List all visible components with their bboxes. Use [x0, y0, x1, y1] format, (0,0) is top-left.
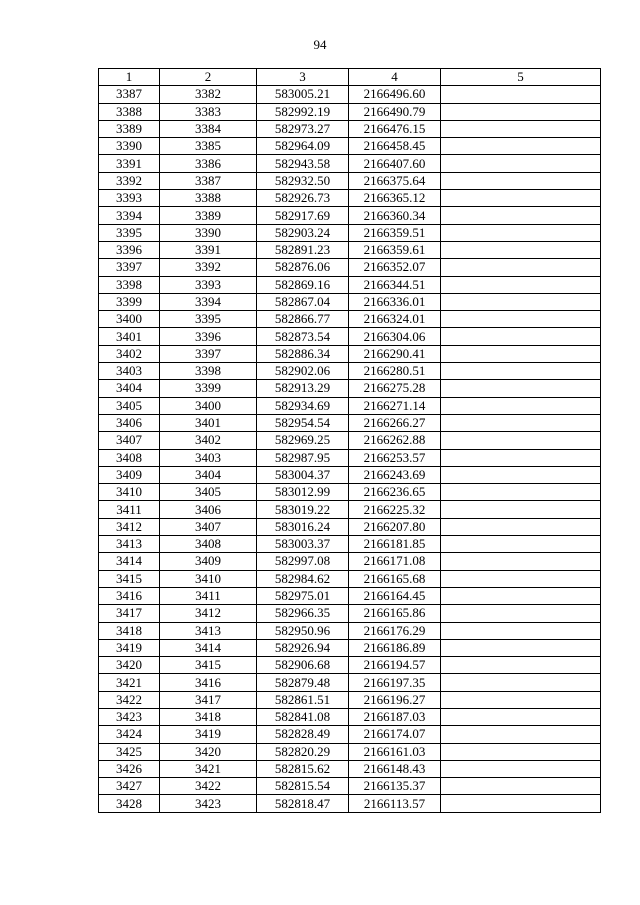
table-cell: 2166476.15: [349, 120, 441, 137]
table-cell: 2166186.89: [349, 639, 441, 656]
table-cell: 3404: [160, 466, 257, 483]
table-row: [99, 657, 601, 674]
table-cell: [441, 778, 601, 795]
table-cell: 3396: [160, 328, 257, 345]
table-cell: [441, 587, 601, 604]
table-cell: 582873.54: [257, 328, 349, 345]
table-row: [99, 224, 601, 241]
table-row: [99, 605, 601, 622]
table-row: [99, 449, 601, 466]
table-row: [99, 518, 601, 535]
table-cell: 3394: [160, 293, 257, 310]
table-row: [99, 553, 601, 570]
table-cell: 3419: [99, 639, 160, 656]
table-cell: 3395: [160, 311, 257, 328]
table-cell: [441, 708, 601, 725]
table-cell: [441, 103, 601, 120]
table-cell: 2166176.29: [349, 622, 441, 639]
table-cell: 2166290.41: [349, 345, 441, 362]
table-row: [99, 466, 601, 483]
table-cell: 3428: [99, 795, 160, 812]
table-cell: 3417: [160, 691, 257, 708]
page-number: 94: [313, 37, 327, 52]
table-cell: 3411: [160, 587, 257, 604]
table-row: [99, 639, 601, 656]
table-body: [99, 86, 601, 812]
table-cell: 582950.96: [257, 622, 349, 639]
table-row: [99, 397, 601, 414]
table-cell: 582975.01: [257, 587, 349, 604]
table-cell: 3398: [99, 276, 160, 293]
table-row: [99, 311, 601, 328]
table-cell: 582828.49: [257, 726, 349, 743]
table-cell: 582866.77: [257, 311, 349, 328]
table-cell: 3410: [99, 484, 160, 501]
table-cell: [441, 207, 601, 224]
table-cell: 2166181.85: [349, 536, 441, 553]
table-cell: [441, 311, 601, 328]
table-cell: 3383: [160, 103, 257, 120]
table-cell: 3417: [99, 605, 160, 622]
table-cell: [441, 605, 601, 622]
table-cell: 3397: [99, 259, 160, 276]
table-cell: [441, 726, 601, 743]
table-cell: 2166171.08: [349, 553, 441, 570]
table-cell: 2166187.03: [349, 708, 441, 725]
table-cell: 3390: [160, 224, 257, 241]
table-row: [99, 726, 601, 743]
table-cell: 3404: [99, 380, 160, 397]
table-cell: 582926.94: [257, 639, 349, 656]
table-cell: 2166496.60: [349, 86, 441, 103]
table-cell: 2166360.34: [349, 207, 441, 224]
table-cell: [441, 432, 601, 449]
table-cell: 3413: [160, 622, 257, 639]
table-cell: 2166375.64: [349, 172, 441, 189]
table-row: [99, 743, 601, 760]
table-row: [99, 138, 601, 155]
table-cell: 582973.27: [257, 120, 349, 137]
table-cell: 2166164.45: [349, 587, 441, 604]
table-cell: [441, 120, 601, 137]
table-row: [99, 293, 601, 310]
table-cell: 3401: [99, 328, 160, 345]
table-row: [99, 536, 601, 553]
table-cell: 582932.50: [257, 172, 349, 189]
table-cell: [441, 795, 601, 812]
table-cell: 2166324.01: [349, 311, 441, 328]
table-cell: 2166243.69: [349, 466, 441, 483]
table-cell: 3398: [160, 363, 257, 380]
table-cell: 3411: [99, 501, 160, 518]
table-cell: 2166365.12: [349, 190, 441, 207]
table-cell: 3402: [99, 345, 160, 362]
table-cell: 2166174.07: [349, 726, 441, 743]
table-cell: 3388: [160, 190, 257, 207]
table-cell: 582815.62: [257, 760, 349, 777]
table-cell: 2166266.27: [349, 414, 441, 431]
table-cell: 582867.04: [257, 293, 349, 310]
table-cell: 3399: [99, 293, 160, 310]
table-cell: 3416: [160, 674, 257, 691]
table-cell: 3409: [99, 466, 160, 483]
table-row: [99, 86, 601, 103]
table-cell: [441, 536, 601, 553]
table-cell: [441, 86, 601, 103]
table-row: [99, 363, 601, 380]
table-cell: 3397: [160, 345, 257, 362]
table-cell: 3414: [160, 639, 257, 656]
table-cell: 582891.23: [257, 241, 349, 258]
table-cell: [441, 276, 601, 293]
table-cell: 582818.47: [257, 795, 349, 812]
table-cell: 2166271.14: [349, 397, 441, 414]
table-cell: 582984.62: [257, 570, 349, 587]
table-cell: 3402: [160, 432, 257, 449]
table-cell: [441, 414, 601, 431]
table-cell: 3409: [160, 553, 257, 570]
table-cell: 582926.73: [257, 190, 349, 207]
table-cell: 583016.24: [257, 518, 349, 535]
table-cell: [441, 363, 601, 380]
table-cell: [441, 622, 601, 639]
table-cell: [441, 639, 601, 656]
table-cell: [441, 674, 601, 691]
table-cell: [441, 138, 601, 155]
table-row: [99, 207, 601, 224]
table-cell: [441, 190, 601, 207]
table-row: [99, 760, 601, 777]
table-row: [99, 155, 601, 172]
table-cell: 3386: [160, 155, 257, 172]
table-cell: 3387: [160, 172, 257, 189]
table-cell: 3403: [160, 449, 257, 466]
table-cell: 582815.54: [257, 778, 349, 795]
table-cell: 3393: [160, 276, 257, 293]
table-cell: 3393: [99, 190, 160, 207]
table-cell: [441, 172, 601, 189]
column-header: 1: [99, 69, 160, 86]
table-cell: 3391: [99, 155, 160, 172]
table-cell: 3388: [99, 103, 160, 120]
table-cell: 582902.06: [257, 363, 349, 380]
table-cell: [441, 691, 601, 708]
table-cell: 3412: [99, 518, 160, 535]
table-cell: 3426: [99, 760, 160, 777]
table-cell: [441, 345, 601, 362]
table-cell: 2166458.45: [349, 138, 441, 155]
table-cell: 3400: [160, 397, 257, 414]
table-cell: 2166359.51: [349, 224, 441, 241]
table-cell: 3405: [99, 397, 160, 414]
table-cell: 2166280.51: [349, 363, 441, 380]
table-cell: [441, 484, 601, 501]
table-cell: 2166135.37: [349, 778, 441, 795]
table-cell: 2166275.28: [349, 380, 441, 397]
table-row: [99, 501, 601, 518]
table-cell: 582964.09: [257, 138, 349, 155]
table-row: [99, 380, 601, 397]
table-cell: 583019.22: [257, 501, 349, 518]
table-cell: 3410: [160, 570, 257, 587]
table-cell: [441, 518, 601, 535]
table-cell: 2166196.27: [349, 691, 441, 708]
table-cell: 3418: [160, 708, 257, 725]
table-cell: 3389: [160, 207, 257, 224]
table-cell: 3415: [99, 570, 160, 587]
table-row: [99, 328, 601, 345]
table-cell: 3382: [160, 86, 257, 103]
table-cell: 3391: [160, 241, 257, 258]
table-cell: [441, 501, 601, 518]
table-cell: [441, 760, 601, 777]
table-cell: 582820.29: [257, 743, 349, 760]
table-row: [99, 190, 601, 207]
table-row: [99, 484, 601, 501]
table-row: [99, 414, 601, 431]
table-cell: 2166161.03: [349, 743, 441, 760]
table-cell: 3416: [99, 587, 160, 604]
table-cell: [441, 570, 601, 587]
table-row: [99, 345, 601, 362]
table-cell: 582987.95: [257, 449, 349, 466]
table-cell: 2166253.57: [349, 449, 441, 466]
table-cell: 3403: [99, 363, 160, 380]
table-cell: 3420: [99, 657, 160, 674]
table-cell: 3401: [160, 414, 257, 431]
table-row: [99, 674, 601, 691]
table-cell: 3425: [99, 743, 160, 760]
table-cell: 583003.37: [257, 536, 349, 553]
table-row: [99, 691, 601, 708]
table-cell: 2166344.51: [349, 276, 441, 293]
column-header: 3: [257, 69, 349, 86]
table-cell: [441, 241, 601, 258]
table-row: [99, 172, 601, 189]
table-cell: [441, 743, 601, 760]
table-row: [99, 570, 601, 587]
table-cell: 3422: [160, 778, 257, 795]
table-cell: 2166165.68: [349, 570, 441, 587]
table-row: [99, 778, 601, 795]
table-cell: 582954.54: [257, 414, 349, 431]
table-cell: [441, 553, 601, 570]
column-header: 5: [441, 69, 601, 86]
table-cell: [441, 466, 601, 483]
table-cell: 2166236.65: [349, 484, 441, 501]
table-cell: 3396: [99, 241, 160, 258]
table-cell: 3387: [99, 86, 160, 103]
table-cell: [441, 657, 601, 674]
table-cell: 583012.99: [257, 484, 349, 501]
table-cell: 3412: [160, 605, 257, 622]
table-cell: 582869.16: [257, 276, 349, 293]
table-cell: 583004.37: [257, 466, 349, 483]
table-cell: 3421: [160, 760, 257, 777]
table-cell: 3408: [99, 449, 160, 466]
table-cell: [441, 155, 601, 172]
table-cell: 2166194.57: [349, 657, 441, 674]
table-row: [99, 103, 601, 120]
table-cell: [441, 449, 601, 466]
table-cell: 3384: [160, 120, 257, 137]
coordinates-table: [98, 68, 601, 813]
table-cell: 2166352.07: [349, 259, 441, 276]
table-cell: 2166262.88: [349, 432, 441, 449]
table-cell: 3399: [160, 380, 257, 397]
table-cell: 582903.24: [257, 224, 349, 241]
table-cell: [441, 328, 601, 345]
table-row: [99, 432, 601, 449]
table-cell: 2166304.06: [349, 328, 441, 345]
table-cell: 582876.06: [257, 259, 349, 276]
table-cell: 583005.21: [257, 86, 349, 103]
table-cell: 3421: [99, 674, 160, 691]
table-cell: 582861.51: [257, 691, 349, 708]
table-cell: 3415: [160, 657, 257, 674]
table-row: [99, 587, 601, 604]
column-header: 2: [160, 69, 257, 86]
table-cell: 3408: [160, 536, 257, 553]
table-cell: 3389: [99, 120, 160, 137]
table-cell: 3406: [160, 501, 257, 518]
table-cell: [441, 293, 601, 310]
table-cell: 582841.08: [257, 708, 349, 725]
table-cell: 3392: [99, 172, 160, 189]
table-cell: [441, 397, 601, 414]
table-row: [99, 622, 601, 639]
table-cell: 582917.69: [257, 207, 349, 224]
table-header-row: [99, 69, 601, 86]
table-cell: 582966.35: [257, 605, 349, 622]
table-cell: 3427: [99, 778, 160, 795]
table-cell: 3413: [99, 536, 160, 553]
table-cell: 3414: [99, 553, 160, 570]
table-cell: 3422: [99, 691, 160, 708]
table-cell: 3418: [99, 622, 160, 639]
table-cell: 3405: [160, 484, 257, 501]
table-cell: 3419: [160, 726, 257, 743]
table-cell: 582886.34: [257, 345, 349, 362]
table-cell: 3420: [160, 743, 257, 760]
table-cell: 2166148.43: [349, 760, 441, 777]
table-cell: 3390: [99, 138, 160, 155]
table-cell: 3407: [160, 518, 257, 535]
table-cell: 582992.19: [257, 103, 349, 120]
table-cell: 2166225.32: [349, 501, 441, 518]
table-cell: [441, 259, 601, 276]
table-cell: 582934.69: [257, 397, 349, 414]
table-row: [99, 708, 601, 725]
table-cell: 2166359.61: [349, 241, 441, 258]
table-cell: 3406: [99, 414, 160, 431]
table-cell: 3394: [99, 207, 160, 224]
table-row: [99, 795, 601, 812]
table-row: [99, 276, 601, 293]
table-cell: 2166336.01: [349, 293, 441, 310]
table-cell: 3407: [99, 432, 160, 449]
table-cell: 2166207.80: [349, 518, 441, 535]
table-cell: 3395: [99, 224, 160, 241]
table-cell: 3424: [99, 726, 160, 743]
table-cell: 2166197.35: [349, 674, 441, 691]
table-cell: 582943.58: [257, 155, 349, 172]
column-header: 4: [349, 69, 441, 86]
table-cell: 3400: [99, 311, 160, 328]
table-cell: 3423: [99, 708, 160, 725]
table-row: [99, 120, 601, 137]
table-cell: 2166490.79: [349, 103, 441, 120]
table-cell: 3423: [160, 795, 257, 812]
table-cell: [441, 224, 601, 241]
table-cell: 582913.29: [257, 380, 349, 397]
table-cell: 582997.08: [257, 553, 349, 570]
table-row: [99, 259, 601, 276]
table-cell: 582969.25: [257, 432, 349, 449]
table-cell: 2166407.60: [349, 155, 441, 172]
table-cell: 582906.68: [257, 657, 349, 674]
table-cell: [441, 380, 601, 397]
table-cell: 3385: [160, 138, 257, 155]
table-cell: 582879.48: [257, 674, 349, 691]
table-cell: 3392: [160, 259, 257, 276]
table-cell: 2166113.57: [349, 795, 441, 812]
table-cell: 2166165.86: [349, 605, 441, 622]
table-row: [99, 241, 601, 258]
